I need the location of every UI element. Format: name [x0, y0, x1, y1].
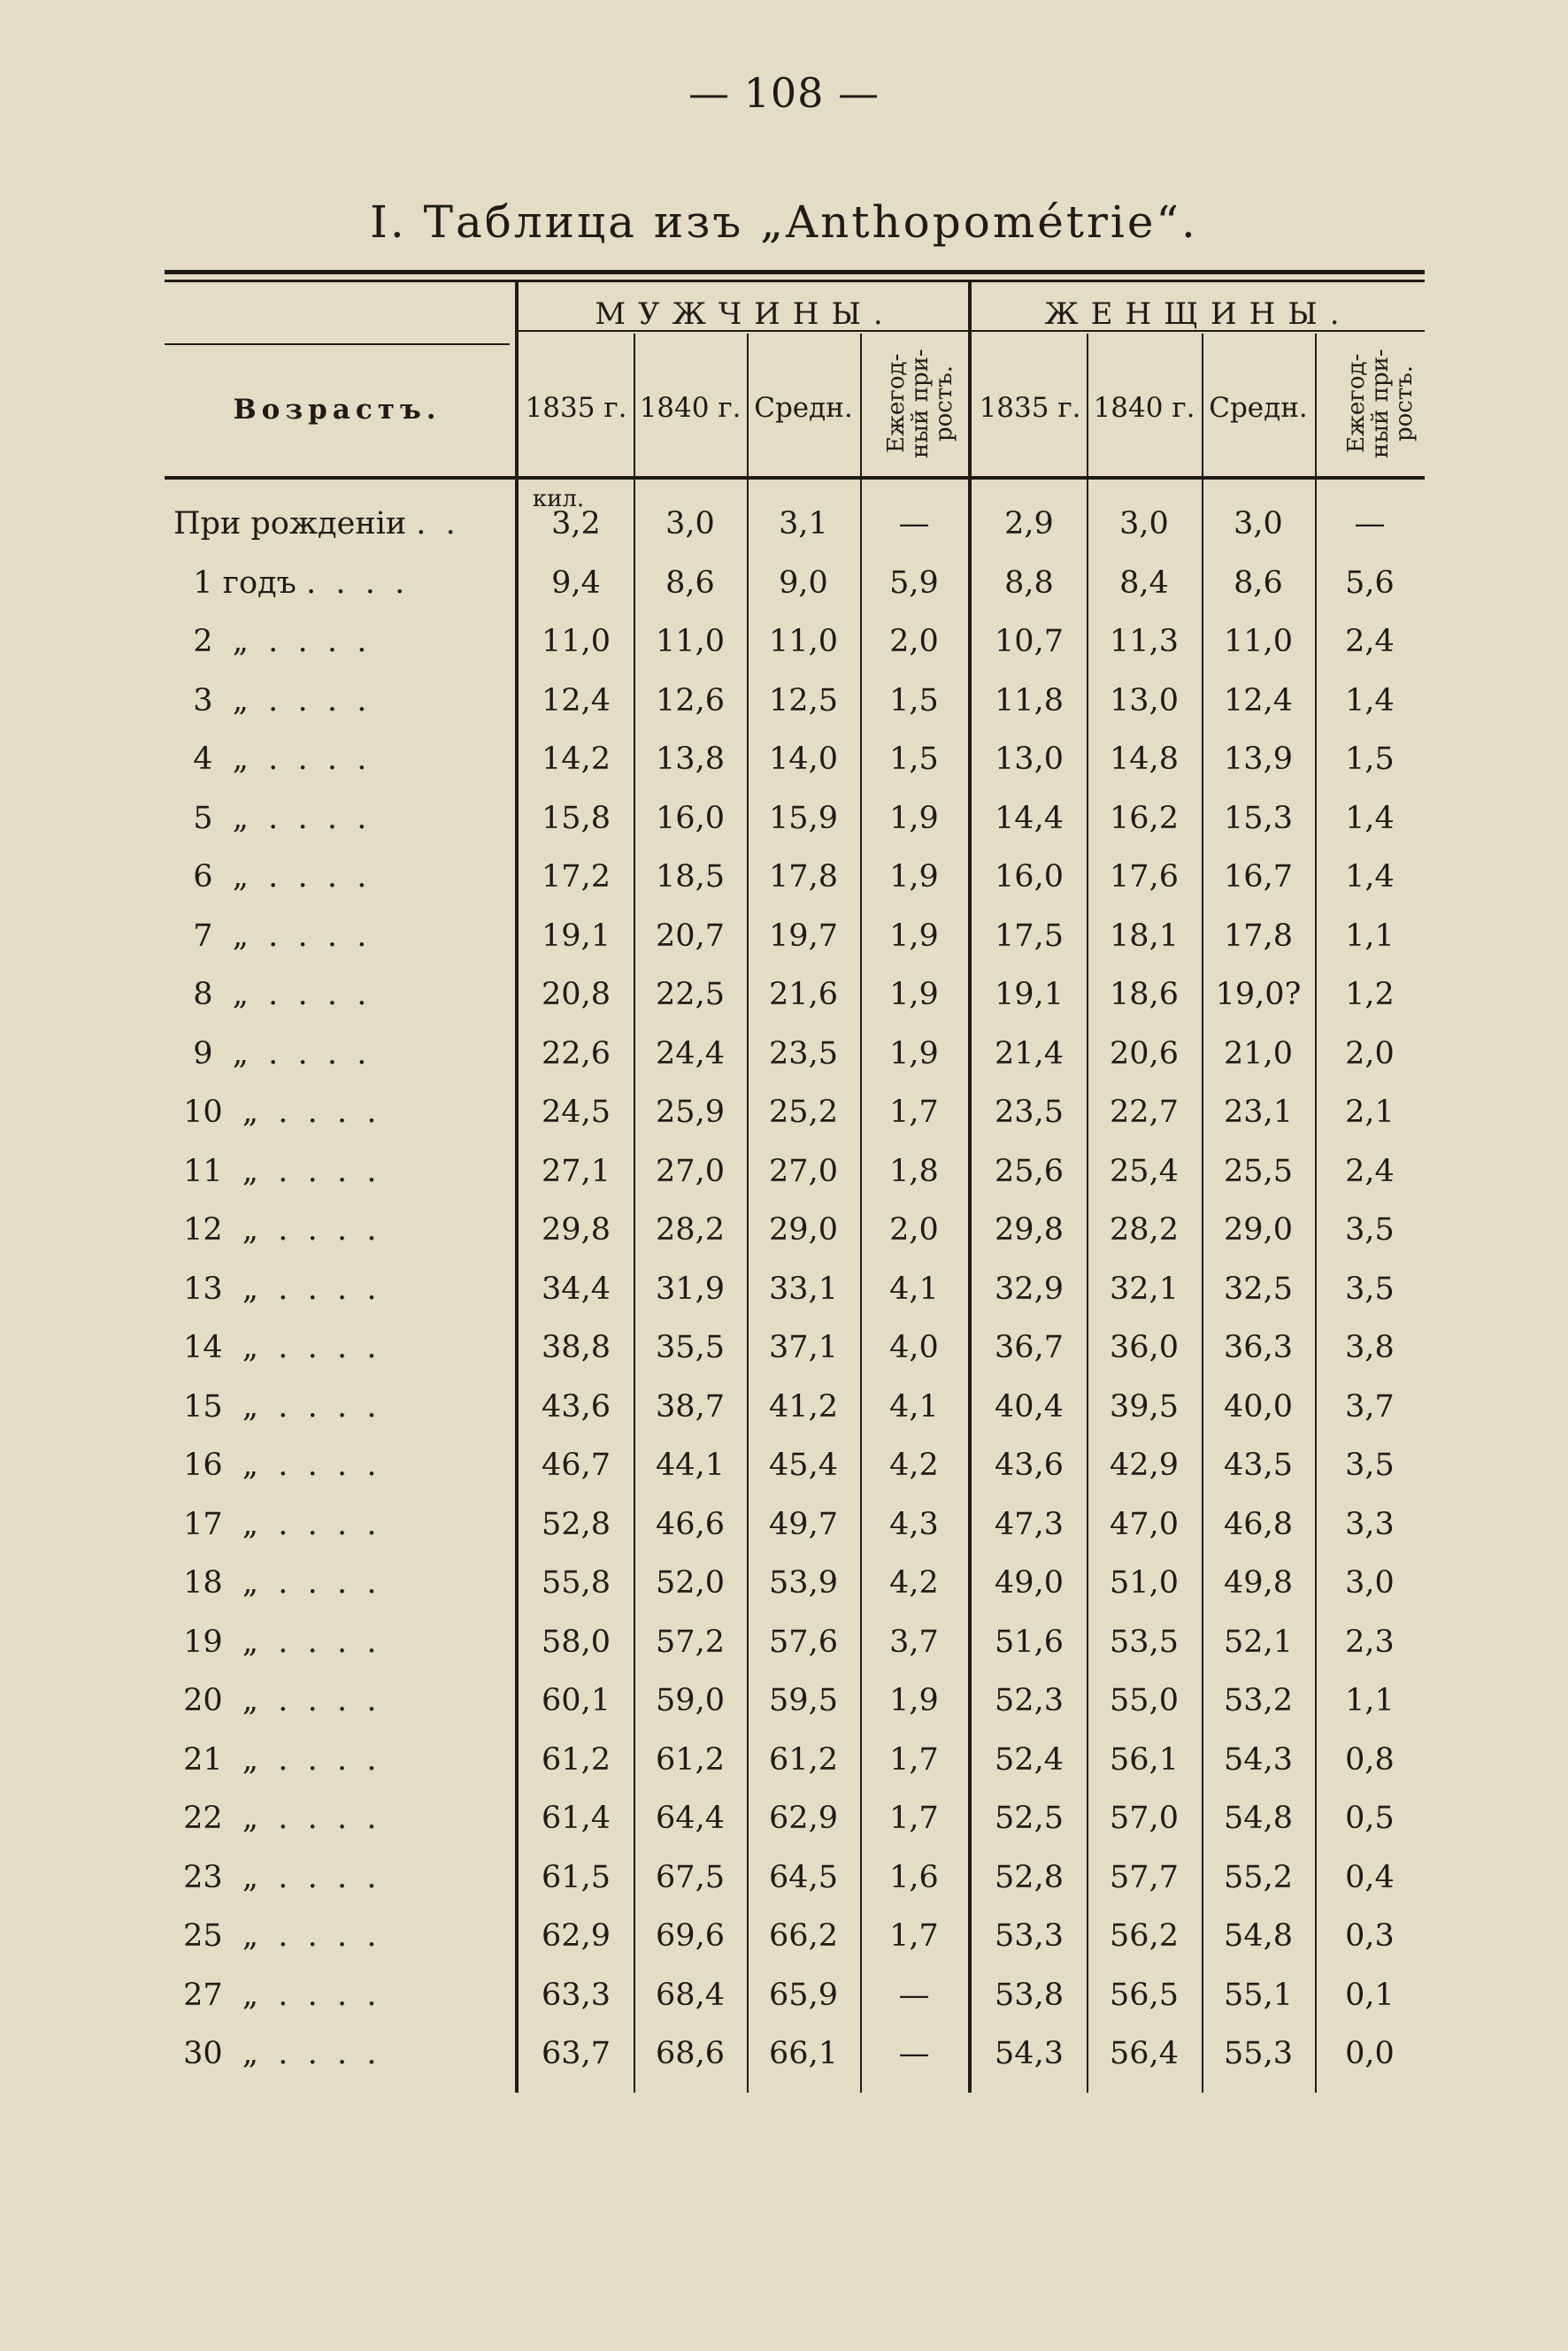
age-cell: 27 „ . . . .	[173, 1977, 377, 2013]
men-value-cell: 68,4	[656, 1977, 725, 2013]
women-value-cell: 32,9	[995, 1271, 1064, 1307]
men-value-cell: 11,0	[542, 624, 611, 659]
men-value-cell: 49,7	[769, 1506, 838, 1542]
women-value-cell: 17,8	[1224, 918, 1293, 954]
women-value-cell: 53,8	[995, 1977, 1064, 2013]
men-value-cell: 35,5	[656, 1330, 725, 1365]
women-col-1840: 1840 г.	[1093, 392, 1195, 424]
women-value-cell: 51,0	[1110, 1565, 1179, 1601]
men-group-label: МУЖЧИНЫ.	[595, 296, 895, 332]
table-row	[165, 1848, 1425, 1907]
women-value-cell: 13,0	[1110, 682, 1179, 718]
men-value-cell: 55,8	[542, 1565, 611, 1601]
men-value-cell: 14,2	[542, 741, 611, 777]
age-column-header: Возрастъ.	[233, 394, 442, 426]
men-value-cell: 31,9	[656, 1271, 725, 1307]
table-row	[165, 1378, 1425, 1436]
women-value-cell: 1,5	[1345, 741, 1395, 777]
table-row	[165, 1260, 1425, 1318]
age-cell: 4 „ . . . .	[173, 741, 367, 777]
women-value-cell: 52,3	[995, 1683, 1064, 1718]
women-value-cell: 1,4	[1345, 682, 1395, 718]
men-value-cell: 38,8	[542, 1330, 611, 1365]
men-value-cell: —	[898, 1977, 930, 2013]
women-value-cell: 56,2	[1110, 1918, 1179, 1954]
women-value-cell: 25,5	[1224, 1153, 1293, 1189]
men-value-cell: 20,7	[656, 918, 725, 954]
men-value-cell: 28,2	[656, 1212, 725, 1248]
men-value-cell: 61,4	[542, 1801, 611, 1836]
age-cell: 17 „ . . . .	[173, 1506, 377, 1542]
women-value-cell: 39,5	[1110, 1388, 1179, 1425]
men-value-cell: 4,3	[889, 1506, 939, 1542]
men-value-cell: 1,5	[889, 682, 939, 718]
men-value-cell: 15,9	[769, 800, 838, 836]
men-value-cell: 44,1	[656, 1448, 725, 1483]
women-value-cell: 0,5	[1345, 1801, 1395, 1836]
women-value-cell: 22,7	[1110, 1095, 1179, 1130]
men-value-cell: 18,5	[656, 859, 725, 895]
men-value-cell: 59,5	[769, 1683, 838, 1718]
men-value-cell: 29,8	[542, 1212, 611, 1248]
women-value-cell: 28,2	[1110, 1212, 1179, 1248]
men-value-cell: 27,0	[656, 1153, 725, 1189]
weight-table	[165, 270, 1425, 2093]
men-value-cell: 41,2	[769, 1388, 838, 1425]
women-value-cell: 0,8	[1345, 1741, 1395, 1778]
header-rule	[165, 476, 1425, 480]
women-value-cell: 3,5	[1345, 1271, 1395, 1307]
men-value-cell: 1,8	[889, 1153, 939, 1189]
women-group-label: ЖЕНЩИНЫ.	[1044, 296, 1352, 332]
men-value-cell: 11,0	[656, 624, 725, 659]
men-value-cell: 19,1	[542, 918, 611, 954]
men-value-cell: 57,6	[769, 1624, 838, 1660]
men-value-cell: 61,2	[769, 1741, 838, 1778]
women-value-cell: 36,7	[995, 1330, 1064, 1365]
women-value-cell: 2,1	[1345, 1095, 1395, 1130]
men-value-cell: 1,5	[889, 741, 939, 777]
men-col-1835: 1835 г.	[525, 392, 627, 424]
women-value-cell: 10,7	[995, 624, 1064, 659]
table-row	[165, 1495, 1425, 1554]
women-value-cell: 0,3	[1345, 1918, 1395, 1954]
men-value-cell: 12,6	[656, 682, 725, 718]
women-value-cell: 14,8	[1110, 741, 1179, 777]
women-value-cell: 3,5	[1345, 1212, 1395, 1248]
women-value-cell: 13,9	[1224, 741, 1293, 777]
men-value-cell: 1,9	[889, 977, 939, 1012]
men-value-cell: 69,6	[656, 1918, 725, 1954]
women-value-cell: 1,1	[1345, 918, 1395, 954]
age-cell: 25 „ . . . .	[173, 1918, 377, 1954]
age-cell: 19 „ . . . .	[173, 1624, 377, 1660]
women-value-cell: 55,2	[1224, 1859, 1293, 1895]
table-row	[165, 2024, 1425, 2083]
age-cell: 10 „ . . . .	[173, 1095, 377, 1130]
women-value-cell: 19,0?	[1215, 977, 1302, 1012]
men-value-cell: 16,0	[656, 800, 725, 836]
table-row	[165, 554, 1425, 612]
age-header-rule	[165, 343, 510, 345]
women-value-cell: 56,1	[1110, 1741, 1179, 1778]
women-value-cell: 25,4	[1110, 1153, 1179, 1189]
women-col-growth: Ежегод- ный при- ростъ.	[1343, 349, 1418, 458]
women-value-cell: 40,4	[995, 1388, 1064, 1425]
women-value-cell: 49,0	[995, 1565, 1064, 1601]
women-value-cell: 5,6	[1345, 565, 1395, 601]
women-value-cell: 32,1	[1110, 1271, 1179, 1307]
age-cell: При рожденіи . .	[173, 506, 456, 542]
women-value-cell: 2,4	[1345, 1153, 1395, 1189]
women-value-cell: 23,1	[1224, 1095, 1293, 1130]
men-value-cell: 43,6	[542, 1388, 611, 1425]
men-value-cell: 68,6	[656, 2036, 725, 2071]
age-cell: 5 „ . . . .	[173, 800, 367, 836]
table-row	[165, 1318, 1425, 1377]
men-value-cell: 1,9	[889, 1683, 939, 1718]
age-cell: 12 „ . . . .	[173, 1212, 377, 1248]
table-row	[165, 612, 1425, 671]
women-value-cell: 11,8	[995, 682, 1064, 718]
men-value-cell: 52,0	[656, 1565, 725, 1601]
women-value-cell: 52,4	[995, 1741, 1064, 1778]
women-value-cell: 52,1	[1224, 1624, 1293, 1660]
men-col-1840: 1840 г.	[639, 392, 742, 424]
women-value-cell: 2,3	[1345, 1624, 1395, 1660]
men-value-cell: 1,9	[889, 800, 939, 836]
men-value-cell: 45,4	[769, 1448, 838, 1483]
men-value-cell: 63,7	[542, 2036, 611, 2071]
table-row	[165, 1789, 1425, 1848]
women-value-cell: 15,3	[1224, 800, 1293, 836]
men-value-cell: 25,2	[769, 1095, 838, 1130]
women-value-cell: 3,0	[1345, 1565, 1395, 1601]
women-value-cell: 3,0	[1234, 506, 1283, 542]
women-value-cell: —	[1354, 506, 1386, 542]
women-value-cell: 36,3	[1224, 1330, 1293, 1365]
table-row	[165, 1966, 1425, 2024]
table-row	[165, 1671, 1425, 1730]
men-value-cell: 24,4	[656, 1035, 725, 1072]
women-value-cell: 49,8	[1224, 1565, 1293, 1601]
women-value-cell: 52,8	[995, 1859, 1064, 1895]
age-cell: 9 „ . . . .	[173, 1035, 367, 1072]
age-cell: 6 „ . . . .	[173, 859, 367, 895]
women-value-cell: 42,9	[1110, 1448, 1179, 1483]
men-value-cell: 66,1	[769, 2036, 838, 2071]
men-value-cell: 21,6	[769, 977, 838, 1012]
men-value-cell: 17,8	[769, 859, 838, 895]
men-value-cell: 61,2	[656, 1741, 725, 1778]
men-value-cell: 64,4	[656, 1801, 725, 1836]
table-row	[165, 1201, 1425, 1259]
men-value-cell: 57,2	[656, 1624, 725, 1660]
men-col-avg: Средн.	[754, 392, 853, 424]
women-col-1835: 1835 г.	[979, 392, 1081, 424]
table-row	[165, 1436, 1425, 1494]
men-col-growth: Ежегод- ный при- ростъ.	[883, 349, 957, 458]
age-cell: 8 „ . . . .	[173, 977, 367, 1012]
men-value-cell: 1,7	[889, 1801, 939, 1836]
men-value-cell: 38,7	[656, 1388, 725, 1425]
men-value-cell: 11,0	[769, 624, 838, 659]
women-value-cell: 18,6	[1110, 977, 1179, 1012]
men-value-cell: 17,2	[542, 859, 611, 895]
women-value-cell: 1,1	[1345, 1683, 1395, 1718]
women-col-avg: Средн.	[1209, 392, 1308, 424]
women-value-cell: 55,1	[1224, 1977, 1293, 2013]
age-cell: 14 „ . . . .	[173, 1330, 377, 1365]
age-cell: 30 „ . . . .	[173, 2036, 377, 2071]
men-value-cell: 13,8	[656, 741, 725, 777]
age-cell: 15 „ . . . .	[173, 1388, 377, 1425]
women-value-cell: 54,3	[1224, 1741, 1293, 1778]
women-value-cell: 3,3	[1345, 1506, 1395, 1542]
women-value-cell: 40,0	[1224, 1388, 1293, 1425]
men-value-cell: 53,9	[769, 1565, 838, 1601]
men-value-cell: 14,0	[769, 741, 838, 777]
women-value-cell: 21,0	[1224, 1035, 1293, 1072]
men-value-cell: 62,9	[542, 1918, 611, 1954]
age-cell: 3 „ . . . .	[173, 682, 367, 718]
men-value-cell: 4,1	[889, 1388, 939, 1425]
men-value-cell: 1,7	[889, 1741, 939, 1778]
women-value-cell: 2,9	[1004, 506, 1054, 542]
women-value-cell: 51,6	[995, 1624, 1064, 1660]
age-cell: 7 „ . . . .	[173, 918, 367, 954]
women-value-cell: 11,0	[1224, 624, 1293, 659]
women-value-cell: 54,8	[1224, 1801, 1293, 1836]
men-value-cell: 5,9	[889, 565, 939, 601]
women-value-cell: 53,5	[1110, 1624, 1179, 1660]
top-rule	[165, 270, 1425, 274]
men-value-cell: 25,9	[656, 1095, 725, 1130]
unit-label: кил.	[532, 486, 585, 512]
men-value-cell: 58,0	[542, 1624, 611, 1660]
age-cell: 22 „ . . . .	[173, 1801, 377, 1836]
women-value-cell: 14,4	[995, 800, 1064, 836]
men-value-cell: 61,5	[542, 1859, 611, 1895]
men-value-cell: 9,4	[551, 565, 601, 601]
women-value-cell: 12,4	[1224, 682, 1293, 718]
women-value-cell: 18,1	[1110, 918, 1179, 954]
women-value-cell: 16,0	[995, 859, 1064, 895]
men-value-cell: 59,0	[656, 1683, 725, 1718]
women-value-cell: 2,0	[1345, 1035, 1395, 1072]
women-value-cell: 0,4	[1345, 1859, 1395, 1895]
men-value-cell: 1,7	[889, 1918, 939, 1954]
table-row	[165, 1083, 1425, 1141]
men-value-cell: 63,3	[542, 1977, 611, 2013]
men-value-cell: 12,4	[542, 682, 611, 718]
women-value-cell: 3,8	[1345, 1330, 1395, 1365]
women-value-cell: 47,0	[1110, 1506, 1179, 1542]
men-value-cell: 34,4	[542, 1271, 611, 1307]
men-value-cell: 46,7	[542, 1448, 611, 1483]
men-value-cell: 3,7	[889, 1624, 939, 1660]
women-value-cell: 36,0	[1110, 1330, 1179, 1365]
men-value-cell: 3,0	[665, 506, 715, 542]
table-row	[165, 495, 1425, 553]
men-value-cell: 23,5	[769, 1035, 838, 1072]
women-value-cell: 0,0	[1345, 2036, 1395, 2071]
women-value-cell: 2,4	[1345, 624, 1395, 659]
men-value-cell: 2,0	[889, 1212, 939, 1248]
women-value-cell: 13,0	[995, 741, 1064, 777]
women-value-cell: 32,5	[1224, 1271, 1293, 1307]
women-value-cell: 23,5	[995, 1095, 1064, 1130]
age-cell: 11 „ . . . .	[173, 1153, 377, 1189]
women-value-cell: 25,6	[995, 1153, 1064, 1189]
table-row	[165, 789, 1425, 848]
men-value-cell: 62,9	[769, 1801, 838, 1836]
women-value-cell: 57,0	[1110, 1801, 1179, 1836]
women-value-cell: 17,6	[1110, 859, 1179, 895]
men-value-cell: 27,0	[769, 1153, 838, 1189]
women-value-cell: 1,2	[1345, 977, 1395, 1012]
women-value-cell: 16,7	[1224, 859, 1293, 895]
men-value-cell: 60,1	[542, 1683, 611, 1718]
table-row	[165, 1142, 1425, 1201]
men-value-cell: 4,1	[889, 1271, 939, 1307]
women-value-cell: 19,1	[995, 977, 1064, 1012]
men-value-cell: 3,2	[551, 506, 601, 542]
women-value-cell: 11,3	[1110, 624, 1179, 659]
page-number: — 108 —	[688, 69, 880, 117]
men-value-cell: 37,1	[769, 1330, 838, 1365]
men-value-cell: 46,6	[656, 1506, 725, 1542]
men-value-cell: 1,9	[889, 918, 939, 954]
age-cell: 16 „ . . . .	[173, 1448, 377, 1483]
women-value-cell: 16,2	[1110, 800, 1179, 836]
women-value-cell: 57,7	[1110, 1859, 1179, 1895]
women-value-cell: 21,4	[995, 1035, 1064, 1072]
men-value-cell: 15,8	[542, 800, 611, 836]
age-cell: 18 „ . . . .	[173, 1565, 377, 1601]
women-value-cell: 46,8	[1224, 1506, 1293, 1542]
age-cell: 21 „ . . . .	[173, 1741, 377, 1778]
table-title: I. Таблица изъ „Anthopométrie“.	[370, 196, 1198, 248]
men-value-cell: 4,2	[889, 1448, 939, 1483]
women-value-cell: 1,4	[1345, 859, 1395, 895]
age-cell: 13 „ . . . .	[173, 1271, 377, 1307]
age-cell: 20 „ . . . .	[173, 1683, 377, 1718]
table-row	[165, 672, 1425, 730]
men-value-cell: 19,7	[769, 918, 838, 954]
men-value-cell: 61,2	[542, 1741, 611, 1778]
women-value-cell: 55,0	[1110, 1683, 1179, 1718]
women-value-cell: 43,5	[1224, 1448, 1293, 1483]
men-value-cell: 22,6	[542, 1035, 611, 1072]
table-row	[165, 1613, 1425, 1671]
table-row	[165, 848, 1425, 906]
table-row	[165, 1554, 1425, 1612]
men-value-cell: —	[898, 2036, 930, 2071]
age-cell: 1 годъ . . . .	[173, 565, 405, 601]
men-value-cell: 1,7	[889, 1095, 939, 1130]
men-value-cell: 4,2	[889, 1565, 939, 1601]
table-row	[165, 1731, 1425, 1789]
women-value-cell: 8,8	[1004, 565, 1054, 601]
top-rule-thin	[165, 280, 1425, 282]
men-value-cell: 9,0	[779, 565, 828, 601]
women-value-cell: 1,4	[1345, 800, 1395, 836]
women-value-cell: 47,3	[995, 1506, 1064, 1542]
women-value-cell: 54,3	[995, 2036, 1064, 2071]
men-value-cell: 66,2	[769, 1918, 838, 1954]
men-value-cell: 67,5	[656, 1859, 725, 1895]
men-value-cell: 52,8	[542, 1506, 611, 1542]
women-value-cell: 55,3	[1224, 2036, 1293, 2071]
women-value-cell: 56,4	[1110, 2036, 1179, 2071]
women-value-cell: 3,7	[1345, 1388, 1395, 1425]
table-row	[165, 965, 1425, 1024]
men-value-cell: 1,6	[889, 1859, 939, 1895]
table-row	[165, 730, 1425, 788]
women-value-cell: 29,8	[995, 1212, 1064, 1248]
table-row	[165, 1907, 1425, 1965]
women-value-cell: 3,5	[1345, 1448, 1395, 1483]
women-value-cell: 8,6	[1234, 565, 1283, 601]
women-value-cell: 53,3	[995, 1918, 1064, 1954]
table-row	[165, 1025, 1425, 1083]
women-value-cell: 52,5	[995, 1801, 1064, 1836]
women-value-cell: 17,5	[995, 918, 1064, 954]
men-value-cell: 29,0	[769, 1212, 838, 1248]
men-value-cell: 22,5	[656, 977, 725, 1012]
women-value-cell: 56,5	[1110, 1977, 1179, 2013]
women-value-cell: 29,0	[1224, 1212, 1293, 1248]
men-value-cell: 1,9	[889, 1035, 939, 1072]
women-value-cell: 53,2	[1224, 1683, 1293, 1718]
women-value-cell: 54,8	[1224, 1918, 1293, 1954]
women-value-cell: 43,6	[995, 1448, 1064, 1483]
men-value-cell: 2,0	[889, 624, 939, 659]
women-value-cell: 20,6	[1110, 1035, 1179, 1072]
men-value-cell: 3,1	[779, 506, 828, 542]
women-value-cell: 3,0	[1119, 506, 1169, 542]
men-value-cell: 65,9	[769, 1977, 838, 2013]
men-value-cell: 24,5	[542, 1095, 611, 1130]
men-value-cell: 12,5	[769, 682, 838, 718]
women-value-cell: 0,1	[1345, 1977, 1395, 2013]
men-value-cell: 27,1	[542, 1153, 611, 1189]
men-value-cell: 20,8	[542, 977, 611, 1012]
men-value-cell: 4,0	[889, 1330, 939, 1365]
women-value-cell: 8,4	[1119, 565, 1169, 601]
men-value-cell: 33,1	[769, 1271, 838, 1307]
age-cell: 23 „ . . . .	[173, 1859, 377, 1895]
table-row	[165, 907, 1425, 965]
men-value-cell: 1,9	[889, 859, 939, 895]
age-cell: 2 „ . . . .	[173, 624, 367, 659]
men-value-cell: 8,6	[665, 565, 715, 601]
men-value-cell: —	[898, 506, 930, 542]
men-value-cell: 64,5	[769, 1859, 838, 1895]
